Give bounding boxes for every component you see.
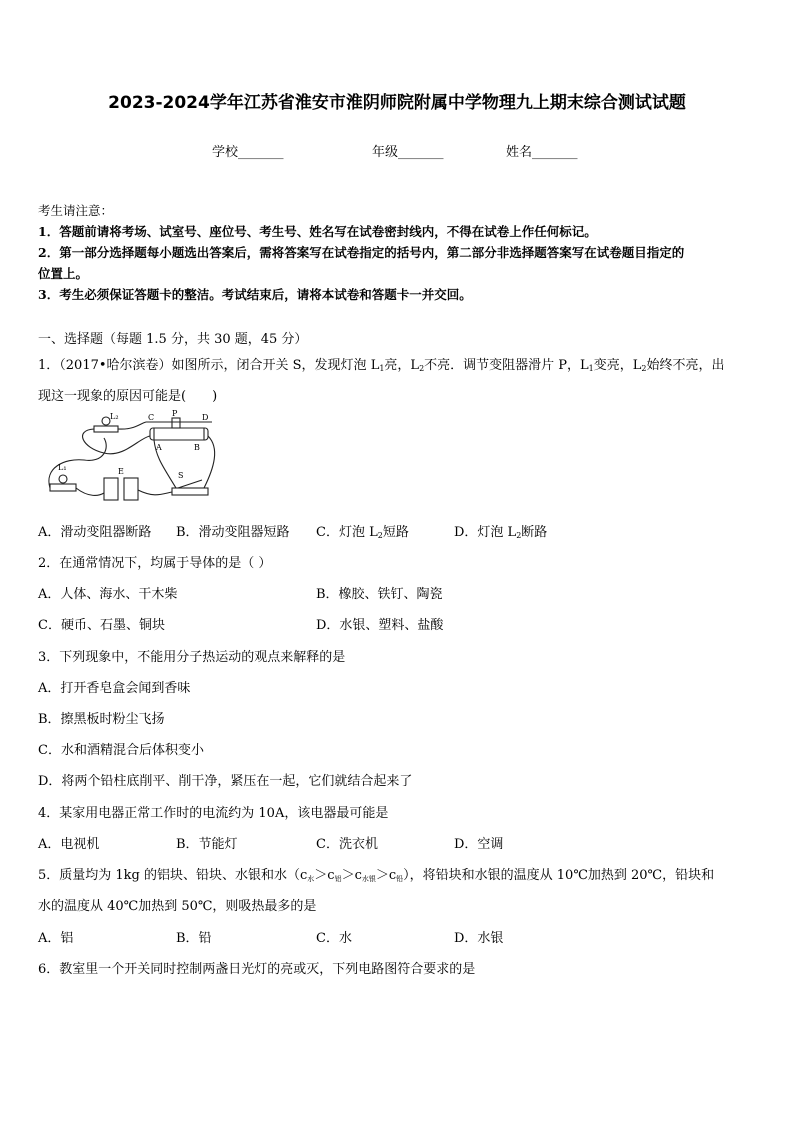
question-5-stem: 5．质量均为 1kg 的铝块、铅块、水银和水（c水＞c铝＞c水银＞c铅），将铅块和水银的温度从 10℃加热到 20℃，铅块和 (38, 868, 715, 883)
grade-field: 年级_______ (372, 145, 444, 160)
svg-text:B: B (194, 443, 200, 452)
switch-icon (172, 488, 208, 495)
svg-text:E: E (118, 467, 124, 476)
q1-option-c: C．灯泡 $L_2$短路 (316, 525, 409, 540)
q4-option-a: A．电视机 (38, 837, 100, 852)
q5-option-d: D．水银 (454, 931, 504, 946)
q2-option-d: D．水银、塑料、盐酸 (316, 618, 444, 633)
svg-text:D: D (202, 413, 209, 422)
q5-option-b: B．铅 (176, 931, 212, 946)
q1-option-a: A．滑动变阻器断路 (38, 525, 152, 540)
q2-option-c: C．硬币、石墨、铜块 (38, 618, 165, 633)
battery-icon (104, 478, 118, 500)
q5-option-c: C．水 (316, 931, 352, 946)
svg-text:C: C (148, 413, 155, 422)
lamp-l2-icon (102, 417, 110, 425)
notice-item: 3．考生必须保证答题卡的整洁。考试结束后，请将本试卷和答题卡一并交回。 (38, 287, 472, 302)
school-field: 学校_______ (212, 145, 284, 160)
lamp-l2-base (94, 426, 118, 432)
q4-option-c: C．洗衣机 (316, 837, 378, 852)
rheostat-icon (150, 428, 208, 440)
q3-option-c: C．水和酒精混合后体积变小 (38, 743, 204, 758)
question-1-stem: 1．（2017•哈尔滨卷）如图所示，闭合开关 S，发现灯泡 $L_1$亮，$L_2$不亮．调节变阻器滑片 P，$L_1$变亮，$L_2$始终不亮，出 (38, 358, 725, 373)
q5-option-a: A．铝 (38, 931, 74, 946)
notice-heading: 考生请注意： (38, 203, 114, 218)
question-3-stem: 3．下列现象中，不能用分子热运动的观点来解释的是 (38, 650, 346, 665)
question-1-stem-line2: 现这一现象的原因可能是( ) (38, 389, 218, 404)
question-5-stem-line2: 水的温度从 40℃加热到 50℃，则吸热最多的是 (38, 899, 317, 914)
q4-option-d: D．空调 (454, 837, 504, 852)
notice-block (38, 200, 768, 305)
svg-text:L₁: L₁ (58, 463, 67, 472)
svg-text:A: A (156, 443, 162, 452)
svg-text:S: S (178, 471, 184, 480)
page-title: 2023-2024学年江苏省淮安市淮阴师院附属中学物理九上期末综合测试试题 (108, 93, 686, 113)
name-field: 姓名_______ (506, 145, 578, 160)
notice-item: 1．答题前请将考场、试室号、座位号、考生号、姓名写在试卷密封线内，不得在试卷上作任何标记。 (38, 224, 597, 239)
section-heading: 一、选择题（每题 1.5 分，共 30 题，45 分） (38, 332, 308, 347)
q3-option-a: A．打开香皂盒会闻到香味 (38, 681, 191, 696)
question-2-stem: 2．在通常情况下，均属于导体的是（ ） (38, 556, 272, 571)
question-4-stem: 4．某家用电器正常工作时的电流约为 10A，该电器最可能是 (38, 806, 389, 821)
q4-option-b: B．节能灯 (176, 837, 238, 852)
q1-option-b: B．滑动变阻器短路 (176, 525, 290, 540)
q3-option-b: B．擦黑板时粉尘飞扬 (38, 712, 165, 727)
q1-option-d: D．灯泡 $L_2$断路 (454, 525, 548, 540)
q2-option-a: A．人体、海水、干木柴 (38, 587, 178, 602)
svg-text:L₂: L₂ (110, 412, 119, 421)
notice-item: 位置上。 (38, 266, 89, 281)
circuit-diagram (44, 408, 224, 508)
q3-option-d: D．将两个铅柱底削平、削干净，紧压在一起，它们就结合起来了 (38, 774, 413, 789)
question-6-stem: 6．教室里一个开关同时控制两盏日光灯的亮或灭，下列电路图符合要求的是 (38, 962, 476, 977)
svg-text:P: P (172, 409, 178, 418)
lamp-l1-base (50, 484, 76, 491)
notice-item: 2．第一部分选择题每小题选出答案后，需将答案写在试卷指定的括号内，第二部分非选择题答案写在试卷题目指定的 (38, 245, 685, 260)
lamp-l1-icon (59, 475, 67, 483)
q2-option-b: B．橡胶、铁钉、陶瓷 (316, 587, 443, 602)
